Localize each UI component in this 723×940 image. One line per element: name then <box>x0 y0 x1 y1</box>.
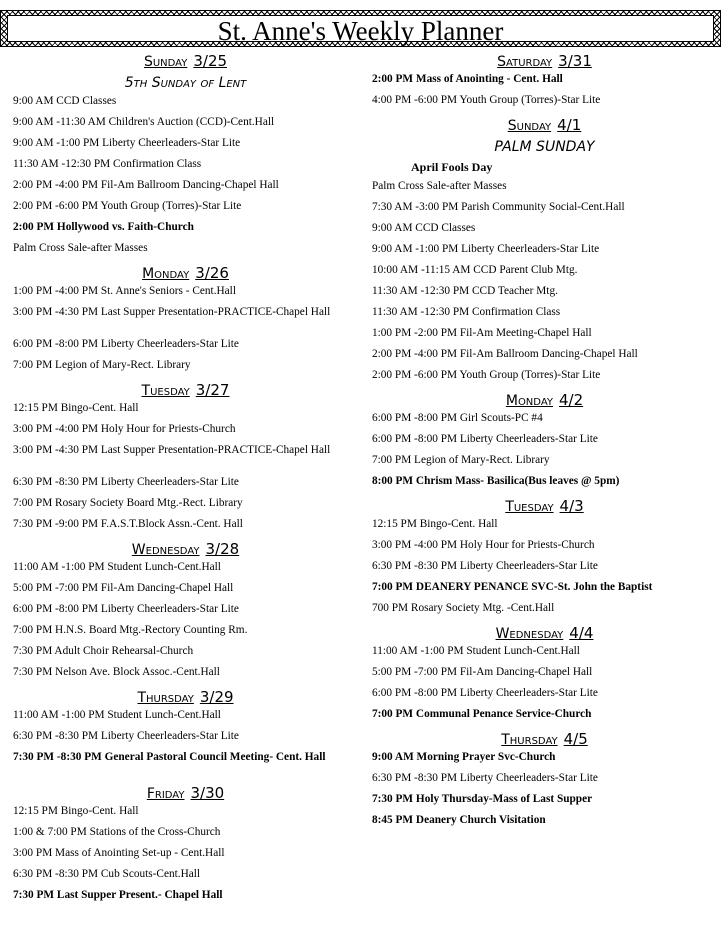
event-item: 6:30 PM -8:30 PM Liberty Cheerleaders-Star Lite <box>372 561 598 572</box>
event-item: 8:45 PM Deanery Church Visitation <box>372 815 546 826</box>
event-item: 11:30 AM -12:30 PM CCD Teacher Mtg. <box>372 286 558 297</box>
day-subheading: PALM SUNDAY <box>494 139 595 155</box>
event-item: 2:00 PM Hollywood vs. Faith-Church <box>13 222 194 233</box>
day-name: Tuesday <box>505 499 554 515</box>
day-name: Sunday <box>507 118 552 134</box>
event-item: 3:00 PM -4:00 PM Holy Hour for Priests-Church <box>372 540 595 551</box>
event-item: 1:00 PM -2:00 PM Fil-Am Meeting-Chapel Hall <box>372 328 592 339</box>
day-name: Wednesday <box>131 542 200 558</box>
event-item: 4:00 PM -6:00 PM Youth Group (Torres)-Star Lite <box>372 95 601 106</box>
day-date: 3/27 <box>195 381 230 399</box>
event-item: 6:00 PM -8:00 PM Girl Scouts-PC #4 <box>372 413 543 424</box>
event-item: 11:00 AM -1:00 PM Student Lunch-Cent.Hall <box>372 646 580 657</box>
event-item: 2:00 PM -6:00 PM Youth Group (Torres)-Star Lite <box>372 370 601 381</box>
event-item: 6:00 PM -8:00 PM Liberty Cheerleaders-Star Lite <box>13 339 239 350</box>
event-item: 3:00 PM Mass of Anointing Set-up - Cent.Hall <box>13 848 225 859</box>
day-heading <box>13 52 358 74</box>
day-name: Thursday <box>137 690 194 706</box>
day-name: Wednesday <box>495 626 564 642</box>
day-note: April Fools Day <box>411 160 493 174</box>
event-item: 7:00 PM Communal Penance Service-Church <box>372 709 592 720</box>
event-item: 700 PM Rosary Society Mtg. -Cent.Hall <box>372 603 555 614</box>
day-date: 3/25 <box>193 52 228 70</box>
title-banner <box>0 10 721 47</box>
event-item: 6:00 PM -8:00 PM Liberty Cheerleaders-Star Lite <box>372 688 598 699</box>
event-item: 5:00 PM -7:00 PM Fil-Am Dancing-Chapel Hall <box>13 583 234 594</box>
day-heading <box>372 391 717 413</box>
event-item: 11:00 AM -1:00 PM Student Lunch-Cent.Hall <box>13 710 221 721</box>
event-item: 3:00 PM -4:00 PM Holy Hour for Priests-Church <box>13 424 236 435</box>
day-date: 3/26 <box>195 264 229 282</box>
day-date: 4/4 <box>569 624 594 642</box>
event-item: 11:30 AM -12:30 PM Confirmation Class <box>372 307 561 318</box>
event-item: 2:00 PM -6:00 PM Youth Group (Torres)-Star Lite <box>13 201 242 212</box>
day-date: 3/31 <box>558 52 592 70</box>
day-date: 4/2 <box>559 391 584 409</box>
day-name: Friday <box>146 786 185 802</box>
event-item: 9:00 AM CCD Classes <box>372 223 476 234</box>
event-item: 3:00 PM -4:30 PM Last Supper Presentation-PRACTICE-Chapel Hall <box>13 307 331 318</box>
right-column <box>372 52 717 836</box>
event-item: 2:00 PM -4:00 PM Fil-Am Ballroom Dancing-Chapel Hall <box>13 180 279 191</box>
day-heading <box>372 624 717 646</box>
event-item: 7:00 PM H.N.S. Board Mtg.-Rectory Counting Rm. <box>13 625 248 636</box>
event-item: 7:00 PM Legion of Mary-Rect. Library <box>372 455 550 466</box>
day-heading <box>372 730 717 752</box>
event-item: 6:30 PM -8:30 PM Liberty Cheerleaders-Star Lite <box>13 731 239 742</box>
event-item: 6:30 PM -8:30 PM Cub Scouts-Cent.Hall <box>13 869 201 880</box>
event-item: 6:00 PM -8:00 PM Liberty Cheerleaders-Star Lite <box>372 434 598 445</box>
day-heading <box>372 497 717 519</box>
event-item: 10:00 AM -11:15 AM CCD Parent Club Mtg. <box>372 265 578 276</box>
event-item: 7:30 PM -8:30 PM General Pastoral Council Meeting- Cent. Hall <box>13 752 326 763</box>
event-item: 3:00 PM -4:30 PM Last Supper Presentation-PRACTICE-Chapel Hall <box>13 445 331 456</box>
day-date: 4/5 <box>563 730 588 748</box>
day-name: Monday <box>142 266 190 282</box>
page-title: St. Anne's Weekly Planner <box>217 16 504 46</box>
event-item: 1:00 & 7:00 PM Stations of the Cross-Church <box>13 827 221 838</box>
day-name: Thursday <box>501 732 558 748</box>
event-item: Palm Cross Sale-after Masses <box>372 181 507 192</box>
day-heading <box>13 264 358 286</box>
day-name: Monday <box>505 393 553 409</box>
day-date: 3/29 <box>199 688 234 706</box>
event-item: 7:30 AM -3:00 PM Parish Community Social-Cent.Hall <box>372 202 625 213</box>
event-item: 6:30 PM -8:30 PM Liberty Cheerleaders-Star Lite <box>13 477 239 488</box>
event-item: 9:00 AM -11:30 AM Children's Auction (CCD)-Cent.Hall <box>13 117 275 128</box>
event-item: 11:00 AM -1:00 PM Student Lunch-Cent.Hall <box>13 562 221 573</box>
event-item: 9:00 AM -1:00 PM Liberty Cheerleaders-Star Lite <box>13 138 241 149</box>
event-item: 9:00 AM -1:00 PM Liberty Cheerleaders-Star Lite <box>372 244 600 255</box>
event-item: 9:00 AM CCD Classes <box>13 96 117 107</box>
event-item: 11:30 AM -12:30 PM Confirmation Class <box>13 159 202 170</box>
event-item: 8:00 PM Chrism Mass- Basilica(Bus leaves @ 5pm) <box>372 476 620 487</box>
event-item: 7:30 PM Last Supper Present.- Chapel Hall <box>13 890 223 901</box>
day-heading <box>13 688 358 710</box>
day-heading <box>13 381 358 403</box>
day-date: 3/28 <box>205 540 240 558</box>
event-item: 1:00 PM -4:00 PM St. Anne's Seniors - Cent.Hall <box>13 286 236 297</box>
event-item: 6:30 PM -8:30 PM Liberty Cheerleaders-Star Lite <box>372 773 598 784</box>
event-item: 9:00 AM Morning Prayer Svc-Church <box>372 752 556 763</box>
title-banner-inner <box>7 15 714 46</box>
event-item: 2:00 PM -4:00 PM Fil-Am Ballroom Dancing-Chapel Hall <box>372 349 638 360</box>
day-heading <box>13 784 358 806</box>
event-item: 7:30 PM Adult Choir Rehearsal-Church <box>13 646 194 657</box>
event-item: 2:00 PM Mass of Anointing - Cent. Hall <box>372 74 563 85</box>
event-item: 6:00 PM -8:00 PM Liberty Cheerleaders-Star Lite <box>13 604 239 615</box>
event-item: 7:00 PM Rosary Society Board Mtg.-Rect. Library <box>13 498 243 509</box>
day-subheading: 5th Sunday of Lent <box>124 75 247 91</box>
day-name: Sunday <box>143 54 188 70</box>
day-name: Tuesday <box>141 383 190 399</box>
day-heading <box>372 52 717 74</box>
event-item: 7:30 PM Holy Thursday-Mass of Last Supper <box>372 794 593 805</box>
event-item: 5:00 PM -7:00 PM Fil-Am Dancing-Chapel Hall <box>372 667 593 678</box>
left-column <box>13 52 358 911</box>
event-item: 7:30 PM Nelson Ave. Block Assoc.-Cent.Hall <box>13 667 220 678</box>
event-item: 7:00 PM DEANERY PENANCE SVC-St. John the Baptist <box>372 582 653 593</box>
event-item: 12:15 PM Bingo-Cent. Hall <box>372 519 498 530</box>
event-item: 7:00 PM Legion of Mary-Rect. Library <box>13 360 191 371</box>
event-item: 12:15 PM Bingo-Cent. Hall <box>13 403 139 414</box>
day-date: 3/30 <box>190 784 225 802</box>
day-date: 4/1 <box>557 116 582 134</box>
day-heading <box>372 116 717 138</box>
day-heading <box>13 540 358 562</box>
day-name: Saturday <box>497 54 553 70</box>
event-item: 12:15 PM Bingo-Cent. Hall <box>13 806 139 817</box>
event-item: 7:30 PM -9:00 PM F.A.S.T.Block Assn.-Cent. Hall <box>13 519 243 530</box>
event-item: Palm Cross Sale-after Masses <box>13 243 148 254</box>
day-date: 4/3 <box>559 497 584 515</box>
